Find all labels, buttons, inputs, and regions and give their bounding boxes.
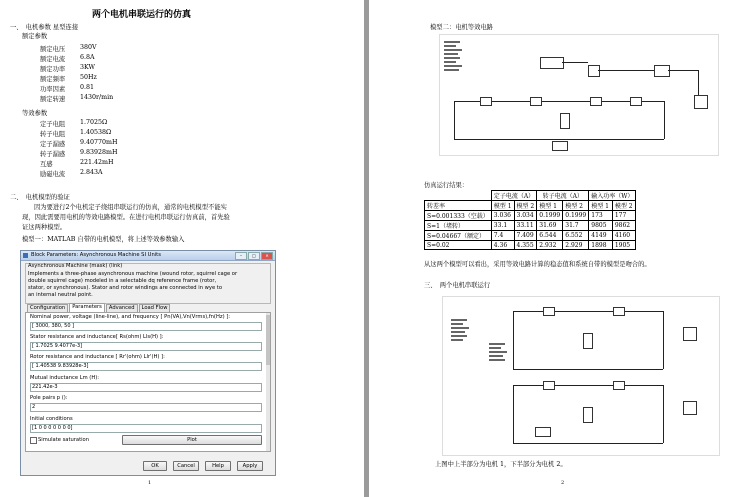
value-cell: 1905 [612, 241, 636, 250]
table-row [425, 241, 636, 250]
rated-param-name: 功率因素 [40, 86, 66, 93]
minimize-button[interactable]: – [235, 252, 247, 260]
simulate-saturation-checkbox[interactable] [30, 437, 37, 444]
dialog-title: Block Parameters: Asynchronous Machine SI Units [31, 252, 161, 258]
rotor-resistor-block [630, 97, 642, 106]
results-table [424, 190, 636, 250]
motor-2-param-list [489, 341, 509, 371]
scope-block-1 [694, 95, 708, 109]
table-row [425, 231, 636, 241]
value-cell: 4.355 [514, 241, 537, 250]
value-cell: 31.69 [537, 221, 563, 231]
bottom-caption: 上图中上半部分为电机 1，下半部分为电机 2。 [435, 461, 567, 468]
tab-load-flow[interactable]: Load Flow [139, 304, 171, 312]
nominal-label: Nominal power, voltage (line-line), and frequency [ Pn(VA),Vn(Vrms),fn(Hz) ]: [30, 314, 231, 320]
simulate-saturation-label: Simulate saturation [38, 437, 90, 443]
apply-button[interactable]: Apply [237, 461, 263, 471]
equiv-param-value: 1.40538Ω [80, 129, 112, 136]
rated-param-name: 额定电压 [40, 46, 66, 53]
plot-button[interactable]: Plot [122, 435, 262, 445]
tab-advanced[interactable]: Advanced [106, 304, 138, 312]
close-button[interactable]: ✕ [261, 252, 273, 260]
rated-param-value: 6.8A [80, 54, 95, 61]
equiv-param-value: 9.40770mH [80, 139, 118, 146]
equiv-param-value: 1.7025Ω [80, 119, 108, 126]
equiv-param-value: 9.83928mH [80, 149, 118, 156]
source-block [540, 57, 564, 69]
value-cell: 4160 [612, 231, 636, 241]
rated-param-value: 50Hz [80, 74, 97, 81]
rated-param-value: 3KW [80, 64, 95, 71]
sub-header-cell: 转差率 [425, 201, 492, 211]
rated-param-name: 额定频率 [40, 76, 66, 83]
value-cell: 7.409 [514, 231, 537, 241]
rotor-input[interactable]: [ 1.40538 9.83928e-3] [30, 362, 262, 371]
sub-header-cell: 模型 1 [589, 201, 613, 211]
gain-block [654, 65, 670, 77]
rated-param-name: 额定电流 [40, 56, 66, 63]
equiv-param-value: 221.42mH [80, 159, 114, 166]
mutual-inductance-input[interactable]: 221.42e-3 [30, 383, 262, 392]
value-cell: 3.034 [514, 211, 537, 221]
page-2 [369, 0, 732, 497]
dialog-titlebar [21, 251, 275, 261]
sub-header-cell: 模型 1 [491, 201, 514, 211]
tab-parameters[interactable]: Parameters [69, 303, 105, 312]
equiv-param-name: 转子漏感 [40, 151, 66, 158]
help-button[interactable]: Help [205, 461, 231, 471]
block-parameters-dialog [20, 250, 276, 476]
motor-2-rotor-block [613, 381, 625, 390]
table-row [425, 211, 636, 221]
rated-param-value: 1430r/min [80, 94, 114, 101]
model-1-caption: 模型一：MATLAB 自带的电机模型，将上述等效参数输入 [22, 236, 185, 243]
value-cell: 31.7 [563, 221, 589, 231]
initial-conditions-input[interactable]: [1 0 0 0 0 0 0 0] [30, 424, 262, 433]
sec2-para-line-3: 证这两种模型。 [22, 224, 67, 231]
slip-cell: S=0.02 [425, 241, 492, 250]
equiv-param-name: 励磁电流 [40, 171, 66, 178]
measure-block [588, 65, 600, 77]
value-cell: 7.4 [491, 231, 514, 241]
maximize-button[interactable]: □ [248, 252, 260, 260]
app-icon [23, 253, 28, 258]
sub-header-cell: 模型 2 [563, 201, 589, 211]
sub-header-cell: 模型 2 [612, 201, 636, 211]
equiv-param-name: 互感 [40, 161, 53, 168]
slip-cell: S=0.04667（额定） [425, 231, 492, 241]
pole-pairs-label: Pole pairs p (): [30, 395, 68, 401]
page-1 [0, 0, 364, 497]
block-name: Asynchronous Machine (mask) (link) [28, 263, 123, 269]
stator-input[interactable]: [ 1.7025 9.4077e-3] [30, 342, 262, 351]
group-header-power: 输入功率（W） [589, 191, 636, 201]
tab-bar [27, 304, 171, 312]
cancel-button[interactable]: Cancel [173, 461, 199, 471]
section-1-heading: 一、 电机参数 星型连接 [10, 24, 79, 31]
value-cell: 0.1999 [537, 211, 563, 221]
value-cell: 9862 [612, 221, 636, 231]
stator-label: Stator resistance and inductance[ Rs(ohm) Lls(H) ]: [30, 334, 164, 340]
equiv-param-name: 定子电阻 [40, 121, 66, 128]
value-cell: 177 [612, 211, 636, 221]
document-title: 两个电机串联运行的仿真 [92, 10, 192, 20]
stator-inductor-block [530, 97, 542, 106]
description-line-2: double squirrel cage) modeled in a selectable dq reference frame (rotor, [28, 278, 217, 284]
equiv-heading: 等效参数 [22, 110, 48, 117]
sec2-para-line-1: 因为要进行2个电机定子绕组串联运行的仿真，通常的电机模型不能实 [34, 204, 227, 211]
group-header-rotor: 转子电流（A） [537, 191, 589, 201]
parameter-block-list [444, 39, 468, 85]
slip-cell: S=1（堵转） [425, 221, 492, 231]
motor-2-stator-block [543, 381, 555, 390]
value-cell: 4.36 [491, 241, 514, 250]
conclusion-text: 从这两个模型可以看出，采用等效电路计算的稳态值和系统自带的模型是吻合的。 [424, 261, 651, 268]
motor-1-mutual-block [583, 333, 593, 349]
value-cell: 6.544 [537, 231, 563, 241]
table-corner-cell [425, 191, 492, 201]
rated-param-value: 0.81 [80, 84, 95, 91]
rated-param-name: 额定功率 [40, 66, 66, 73]
equiv-param-name: 定子漏感 [40, 141, 66, 148]
ok-button[interactable]: OK [143, 461, 167, 471]
parameters-panel [25, 312, 271, 452]
equivalent-circuit-diagram [439, 34, 719, 156]
rotor-label: Rotor resistance and inductance [ Rr'(ohm) Llr'(H) ]: [30, 354, 165, 360]
slip-cell: S=0.001333（空载） [425, 211, 492, 221]
tab-configuration[interactable]: Configuration [27, 304, 68, 312]
initial-conditions-label: Initial conditions [30, 416, 73, 422]
results-heading: 仿真运行结果： [424, 182, 469, 189]
table-group-header-row [425, 191, 636, 201]
value-cell: 1898 [589, 241, 613, 250]
value-cell: 173 [589, 211, 613, 221]
rated-param-name: 额定转速 [40, 96, 66, 103]
page-number-1: 1 [148, 480, 152, 486]
model-2-caption: 模型二：电机等效电路 [430, 24, 493, 31]
value-cell: 33.11 [514, 221, 537, 231]
mutual-inductance-block [560, 113, 570, 129]
rated-param-value: 380V [80, 44, 97, 51]
equiv-param-value: 2.843A [80, 169, 103, 176]
section-3-heading: 三、 两个电机串联运行 [424, 282, 491, 289]
value-cell: 6.552 [563, 231, 589, 241]
motor-2-mutual-block [583, 407, 593, 423]
value-cell: 9805 [589, 221, 613, 231]
source-block [535, 427, 551, 437]
motor-1-stator-block [543, 307, 555, 316]
section-2-heading: 二、 电机模型的验证 [10, 194, 70, 201]
value-cell: 4149 [589, 231, 613, 241]
sub-header-cell: 模型 2 [514, 201, 537, 211]
description-group [25, 263, 271, 304]
table-sub-header-row [425, 201, 636, 211]
motor-1-scope [683, 327, 697, 341]
value-cell: 33.1 [491, 221, 514, 231]
panel-scrollbar[interactable] [266, 313, 270, 451]
sub-header-cell: 模型 1 [537, 201, 563, 211]
equiv-param-name: 转子电阻 [40, 131, 66, 138]
description-line-1: Implements a three-phase asynchronous machine (wound rotor, squirrel cage or [28, 271, 238, 277]
description-line-4: an internal neutral point. [28, 292, 93, 298]
sec2-para-line-2: 现，因此需要用电机的等效电路模型。在进行电机串联运行仿真前，首先验 [22, 214, 230, 221]
stator-resistor-block [480, 97, 492, 106]
value-cell: 0.1999 [563, 211, 589, 221]
motor-1-rotor-block [613, 307, 625, 316]
page-number-2: 2 [561, 480, 565, 486]
display-block [552, 141, 568, 151]
motor-1-param-list [451, 317, 473, 357]
series-circuit-diagram [442, 296, 720, 456]
value-cell: 3.036 [491, 211, 514, 221]
motor-2-scope [683, 401, 697, 415]
rotor-inductor-block [590, 97, 602, 106]
pole-pairs-input[interactable]: 2 [30, 403, 262, 412]
rated-heading: 额定参数 [22, 33, 48, 40]
nominal-input[interactable]: [ 3000, 380, 50 ] [30, 322, 262, 331]
group-header-stator: 定子电流（A） [491, 191, 536, 201]
mutual-inductance-label: Mutual inductance Lm (H): [30, 375, 99, 381]
value-cell: 2.932 [537, 241, 563, 250]
value-cell: 2.929 [563, 241, 589, 250]
table-row [425, 221, 636, 231]
scrollbar-thumb[interactable] [266, 315, 270, 365]
description-line-3: stator, or synchronous). Stator and rotor windings are connected in wye to [28, 285, 222, 291]
